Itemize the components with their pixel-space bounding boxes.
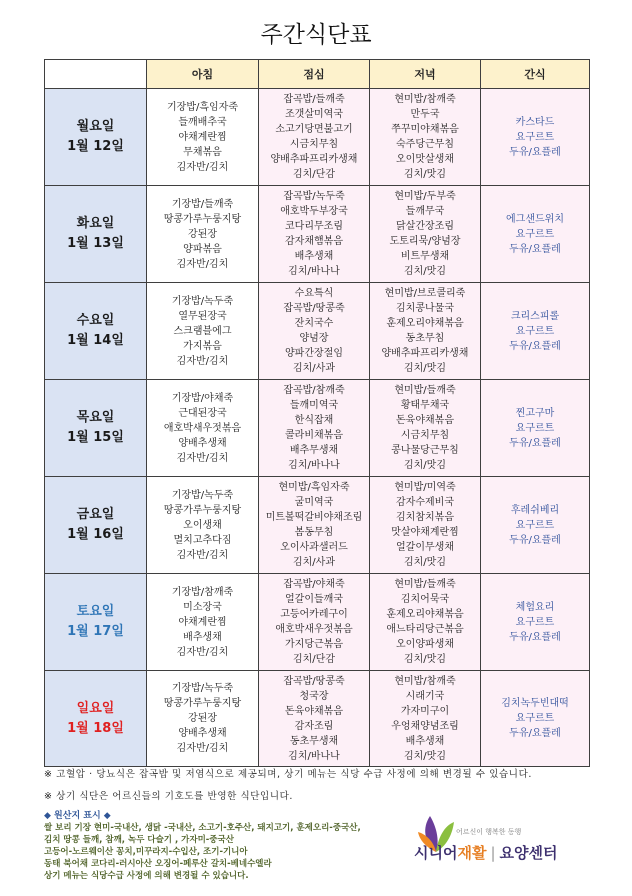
- dinner-item: 김치/맛김: [403, 169, 446, 180]
- lunch-item: 들깨미역국: [289, 400, 339, 411]
- breakfast-item: 강된장: [188, 713, 217, 724]
- logo-name-part: 요양센터: [499, 844, 558, 862]
- snack-cell: [481, 671, 590, 767]
- dinner-item: 애느타리당근볶음: [386, 624, 464, 635]
- lunch-item: 감자조림: [294, 720, 334, 732]
- lunch-item: 김치/바나나: [288, 750, 340, 762]
- origin-line: 쌀 보리 기장 현미-국내산, 생닭 -국내산, 소고기-호주산, 돼지고기, 훈제오리-중국산,: [44, 823, 361, 833]
- page-title: 주간식단표: [260, 22, 372, 48]
- snack-item: 크리스피롤: [510, 310, 560, 322]
- dinner-cell: [370, 380, 481, 477]
- snack-item: 요구르트: [515, 519, 555, 531]
- breakfast-item: 기장밥/흑임자죽: [167, 101, 238, 113]
- lunch-item: 애호박두부장국: [280, 206, 348, 217]
- dinner-item: 현미밥/두부죽: [394, 191, 456, 202]
- header-snack: 간식: [481, 60, 590, 89]
- snack-item: 두유/요플레: [509, 243, 561, 255]
- day-row: [45, 283, 590, 380]
- logo-tagline: 어르신이 행복한 동행: [456, 828, 522, 836]
- center-logo: [412, 812, 588, 870]
- dinner-item: 황태무채국: [400, 400, 450, 411]
- snack-cell: [481, 477, 590, 574]
- dinner-item: 맛살야채계란찜: [391, 527, 459, 538]
- day-cell: [45, 283, 147, 380]
- dinner-cell: [370, 477, 481, 574]
- day-name: 금요일: [76, 507, 115, 522]
- logo-separator: |: [490, 844, 496, 862]
- lunch-item: 잡곡밥/야채죽: [283, 579, 345, 590]
- header-corner-cell: [45, 60, 147, 89]
- dinner-item: 감자수제비국: [396, 497, 454, 508]
- breakfast-item: 배추생채: [183, 631, 222, 643]
- day-name: 월요일: [76, 119, 115, 134]
- lunch-item: 잡곡밥/땅콩죽: [283, 303, 345, 314]
- origin-title: ◆ 원산지 표시 ◆: [44, 811, 111, 821]
- header-lunch: 점심: [259, 60, 370, 89]
- breakfast-item: 김자반/김치: [176, 355, 229, 367]
- day-date: 1월 18일: [67, 720, 124, 736]
- dinner-item: 김치/맛김: [403, 557, 446, 568]
- breakfast-item: 양파볶음: [183, 243, 222, 255]
- note-diet: ※ 고혈압 · 당뇨식은 잡곡밥 및 저염식으로 제공되며, 상기 메뉴는 식당 수급 사정에 의해 변경될 수 있습니다.: [44, 769, 532, 780]
- dinner-item: 오이양파생채: [396, 639, 454, 650]
- lunch-item: 양배추파프리카생채: [270, 154, 358, 165]
- dinner-item: 현미밥/미역죽: [394, 482, 456, 493]
- day-name: 토요일: [76, 604, 115, 619]
- dinner-cell: [370, 89, 481, 186]
- lunch-item: 가지당근볶음: [285, 639, 343, 650]
- lunch-item: 김치/사과: [292, 557, 335, 568]
- lunch-item: 코다리무조림: [285, 221, 343, 232]
- day-date: 1월 12일: [67, 139, 124, 154]
- snack-item: 요구르트: [515, 228, 555, 240]
- snack-item: 요구르트: [515, 713, 555, 724]
- dinner-item: 닭살간장조림: [396, 221, 454, 232]
- lunch-item: 김치/단감: [292, 654, 335, 665]
- breakfast-item: 기장밥/들깨죽: [171, 198, 234, 210]
- dinner-item: 우엉채양념조림: [391, 720, 459, 732]
- origin-line: 상기 메뉴는 식당수급 사정에 의해 변경될 수 있습니다.: [44, 871, 249, 881]
- dinner-item: 만두국: [410, 109, 440, 120]
- breakfast-item: 강된장: [188, 228, 217, 240]
- snack-cell: [481, 186, 590, 283]
- dinner-item: 김치/맛김: [403, 654, 446, 665]
- dinner-item: 가자미구이: [400, 705, 450, 717]
- breakfast-item: 김자반/김치: [176, 743, 229, 754]
- breakfast-item: 들깨배추국: [178, 116, 227, 128]
- snack-item: 두유/요플레: [509, 534, 561, 546]
- snack-item: 두유/요플레: [509, 437, 561, 449]
- snack-item: 찐고구마: [515, 407, 555, 419]
- lunch-cell: [259, 283, 370, 380]
- day-name: 목요일: [76, 410, 115, 425]
- lunch-item: 미트볼떡갈비야채조림: [265, 512, 363, 523]
- breakfast-item: 기장밥/녹두죽: [171, 295, 234, 307]
- snack-item: 체험요리: [515, 601, 555, 613]
- lunch-item: 잡곡밥/들깨죽: [283, 94, 345, 105]
- menu-body: [45, 89, 590, 767]
- breakfast-item: 땅콩가루누룽지탕: [163, 698, 242, 709]
- lunch-cell: [259, 477, 370, 574]
- breakfast-cell: [147, 186, 259, 283]
- breakfast-item: 야채계란찜: [178, 616, 227, 628]
- dinner-item: 김치어묵국: [400, 594, 450, 605]
- lunch-item: 한식잡채: [294, 415, 334, 426]
- dinner-item: 훈제오리야채볶음: [386, 318, 464, 329]
- header-dinner: 저녁: [370, 60, 481, 89]
- day-row: [45, 186, 590, 283]
- dinner-item: 김치/맛김: [403, 266, 446, 277]
- breakfast-cell: [147, 477, 259, 574]
- lunch-item: 김치/사과: [292, 363, 335, 374]
- lunch-item: 수요특식: [294, 288, 334, 299]
- lunch-item: 양념장: [299, 333, 329, 344]
- breakfast-item: 양배추생채: [178, 728, 227, 739]
- dinner-item: 얼갈이무생채: [396, 542, 454, 553]
- snack-cell: [481, 283, 590, 380]
- lunch-item: 김치/바나나: [288, 460, 340, 471]
- breakfast-item: 미소장국: [183, 601, 222, 613]
- lunch-item: 조갯살미역국: [285, 109, 343, 120]
- breakfast-item: 김자반/김치: [176, 549, 229, 561]
- dinner-item: 김치/맛김: [403, 750, 446, 762]
- lunch-item: 김치/단감: [292, 169, 335, 180]
- lunch-item: 굴미역국: [294, 497, 334, 508]
- snack-item: 요구르트: [515, 422, 555, 434]
- lunch-item: 애호박새우젓볶음: [275, 624, 353, 635]
- day-date: 1월 16일: [67, 527, 124, 542]
- lunch-item: 배추무생채: [289, 445, 339, 456]
- dinner-cell: [370, 574, 481, 671]
- note-preference: ※ 상기 식단은 어르신들의 기호도를 반영한 식단입니다.: [44, 791, 293, 802]
- breakfast-item: 기장밥/녹두죽: [171, 683, 234, 694]
- lunch-item: 잡곡밥/녹두죽: [283, 191, 345, 202]
- day-name: 화요일: [76, 216, 115, 231]
- dinner-item: 비트무생채: [400, 251, 450, 262]
- lunch-item: 얼갈이들깨국: [285, 594, 343, 605]
- day-row: [45, 380, 590, 477]
- dinner-item: 시금치무침: [400, 430, 450, 441]
- breakfast-item: 야채계란찜: [178, 131, 227, 143]
- breakfast-item: 땅콩가루누룽지탕: [163, 213, 242, 225]
- breakfast-cell: [147, 574, 259, 671]
- dinner-item: 동초무침: [405, 333, 445, 344]
- origin-line: 김치 땅콩 들깨, 참깨, 녹두 다슬기 , 가자미-중국산: [44, 835, 234, 845]
- lunch-item: 콜라비채볶음: [285, 430, 343, 441]
- lunch-item: 배추생채: [294, 251, 334, 262]
- snack-item: 김치녹두빈대떡: [501, 698, 569, 709]
- dinner-cell: [370, 283, 481, 380]
- day-date: 1월 17일: [67, 624, 124, 639]
- breakfast-item: 김자반/김치: [176, 161, 229, 173]
- day-date: 1월 14일: [67, 333, 124, 348]
- dinner-item: 김치/맛김: [403, 363, 446, 374]
- breakfast-item: 김자반/김치: [176, 646, 229, 658]
- dinner-item: 쭈꾸미야채볶음: [391, 124, 459, 135]
- dinner-item: 훈제오리야채볶음: [386, 609, 464, 620]
- lunch-item: 잡곡밥/참깨죽: [283, 385, 345, 396]
- day-cell: [45, 186, 147, 283]
- header-breakfast: 아침: [147, 60, 259, 89]
- day-cell: [45, 574, 147, 671]
- day-row: [45, 89, 590, 186]
- dinner-item: 돈육야채볶음: [396, 415, 454, 426]
- breakfast-item: 김자반/김치: [176, 452, 229, 464]
- breakfast-cell: [147, 89, 259, 186]
- dinner-item: 양배추파프리카생채: [381, 348, 469, 359]
- snack-item: 요구르트: [515, 131, 555, 143]
- origin-line: 고등어-노르웨이산 꽁치,미꾸라지-수입산, 조기-기니아: [44, 847, 248, 857]
- dinner-item: 현미밥/참깨죽: [394, 675, 456, 687]
- day-name: 일요일: [76, 700, 115, 716]
- snack-item: 두유/요플레: [509, 340, 561, 352]
- lunch-cell: [259, 671, 370, 767]
- snack-item: 요구르트: [515, 325, 555, 337]
- dinner-item: 김치/맛김: [403, 460, 446, 471]
- dinner-item: 들깨무국: [405, 206, 445, 217]
- day-cell: [45, 89, 147, 186]
- lunch-item: 동초무생채: [289, 735, 339, 747]
- day-name: 수요일: [76, 313, 115, 328]
- lunch-item: 오이사과샐러드: [280, 542, 348, 553]
- dinner-item: 현미밥/브로콜리죽: [384, 288, 466, 299]
- dinner-item: 배추생채: [405, 735, 445, 747]
- snack-item: 카스타드: [515, 116, 555, 128]
- breakfast-item: 애호박새우젓볶음: [163, 422, 242, 434]
- day-row: [45, 671, 590, 767]
- day-date: 1월 13일: [67, 236, 124, 251]
- breakfast-item: 스크램블에그: [173, 325, 232, 337]
- breakfast-cell: [147, 380, 259, 477]
- breakfast-item: 기장밥/참깨죽: [171, 586, 234, 598]
- breakfast-item: 김자반/김치: [176, 258, 229, 270]
- origin-list: [44, 822, 361, 882]
- dinner-item: 김치참치볶음: [396, 512, 454, 523]
- logo-name: [414, 844, 558, 862]
- snack-cell: [481, 89, 590, 186]
- breakfast-item: 무채볶음: [183, 146, 222, 158]
- lunch-item: 고등어카레구이: [280, 609, 348, 620]
- dinner-item: 콩나물당근무침: [391, 445, 459, 456]
- dinner-item: 현미밥/들깨죽: [394, 385, 456, 396]
- day-date: 1월 15일: [67, 430, 124, 445]
- lunch-item: 청국장: [299, 690, 329, 702]
- lunch-item: 시금치무침: [289, 139, 339, 150]
- breakfast-item: 기장밥/녹두죽: [171, 489, 234, 501]
- day-cell: [45, 671, 147, 767]
- dinner-item: 시래기국: [405, 690, 445, 702]
- breakfast-item: 가지볶음: [183, 340, 222, 352]
- lunch-item: 돈육야채볶음: [285, 705, 343, 717]
- snack-item: 후레쉬베리: [510, 504, 560, 516]
- snack-item: 두유/요플레: [509, 146, 561, 158]
- breakfast-item: 양배추생채: [178, 437, 227, 449]
- breakfast-item: 오이생채: [183, 519, 222, 531]
- origin-line: 동태 북어채 코다리-러시아산 오징어-페루산 갈치-베네수엘라: [44, 859, 272, 869]
- lunch-item: 감자채햄볶음: [285, 236, 343, 247]
- breakfast-cell: [147, 671, 259, 767]
- dinner-item: 현미밥/들깨죽: [394, 579, 456, 590]
- breakfast-item: 근대된장국: [178, 407, 227, 419]
- dinner-cell: [370, 186, 481, 283]
- lunch-cell: [259, 380, 370, 477]
- day-row: [45, 574, 590, 671]
- dinner-item: 오이맛살생채: [396, 154, 454, 165]
- snack-cell: [481, 380, 590, 477]
- snack-item: 에그샌드위치: [506, 213, 564, 225]
- lunch-cell: [259, 574, 370, 671]
- lunch-item: 김치/바나나: [288, 266, 340, 277]
- lunch-item: 잡곡밥/땅콩죽: [283, 675, 345, 687]
- breakfast-item: 땅콩가루누룽지탕: [163, 504, 242, 516]
- header-row: [45, 60, 590, 89]
- breakfast-item: 기장밥/야채죽: [171, 392, 234, 404]
- lunch-item: 양파간장절임: [285, 348, 343, 359]
- breakfast-item: 열무된장국: [178, 310, 227, 322]
- snack-item: 두유/요플레: [509, 728, 561, 739]
- lunch-cell: [259, 89, 370, 186]
- lunch-item: 소고기당면불고기: [275, 124, 353, 135]
- dinner-item: 도토리묵/양념장: [389, 236, 461, 247]
- weekly-menu-table: [44, 59, 590, 767]
- snack-cell: [481, 574, 590, 671]
- lunch-item: 봄동무침: [294, 527, 334, 538]
- lunch-item: 잔치국수: [294, 318, 334, 329]
- dinner-cell: [370, 671, 481, 767]
- breakfast-cell: [147, 283, 259, 380]
- dinner-item: 숙주당근무침: [396, 139, 454, 150]
- day-cell: [45, 380, 147, 477]
- breakfast-item: 멸치고추다짐: [173, 534, 232, 546]
- lunch-item: 현미밥/흑임자죽: [278, 482, 350, 493]
- snack-item: 요구르트: [515, 616, 555, 628]
- day-cell: [45, 477, 147, 574]
- dinner-item: 김치콩나물국: [396, 303, 454, 314]
- dinner-item: 현미밥/참깨죽: [394, 94, 456, 105]
- snack-item: 두유/요플레: [509, 631, 561, 643]
- logo-name-part: 시니어: [414, 844, 458, 862]
- lunch-cell: [259, 186, 370, 283]
- logo-name-part: 재활: [457, 844, 487, 862]
- day-row: [45, 477, 590, 574]
